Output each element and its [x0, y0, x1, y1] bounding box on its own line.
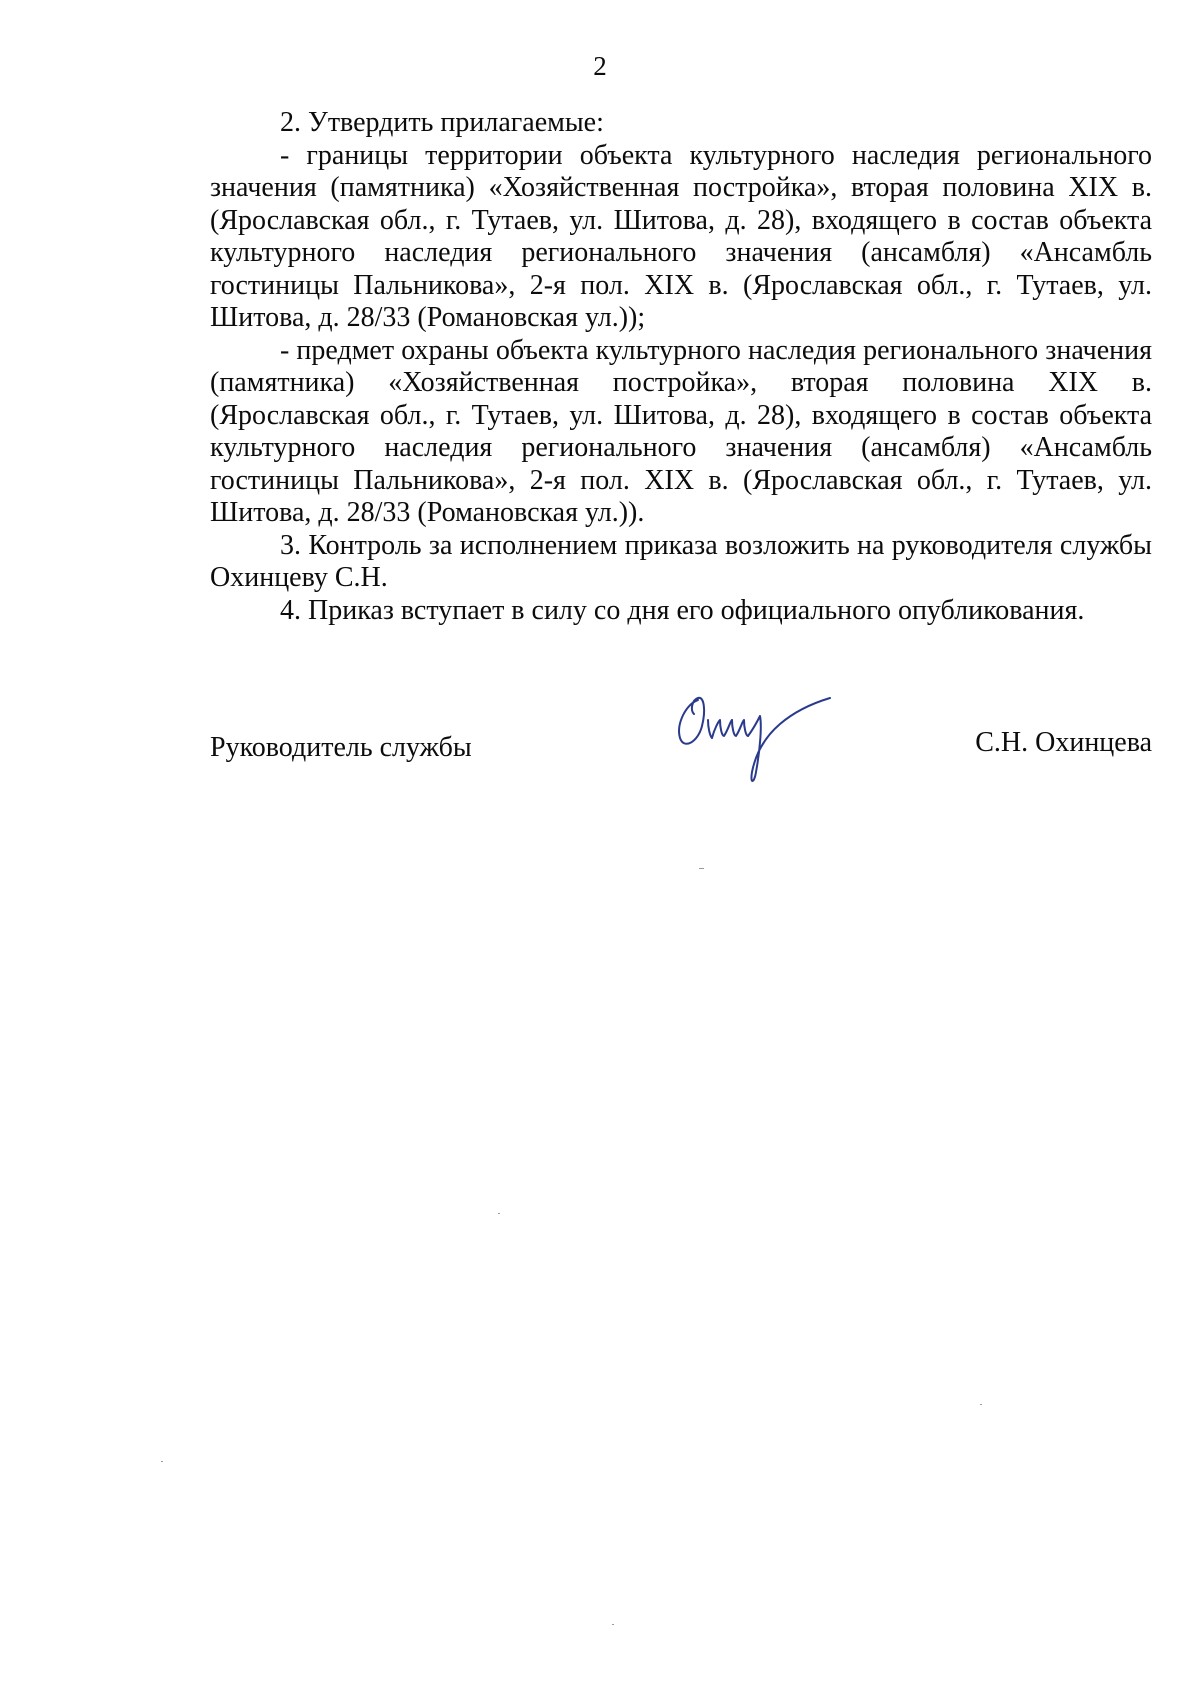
paragraph-effective-date: 4. Приказ вступает в силу со дня его официального опубликования.: [280, 594, 1085, 626]
paragraph-territory-boundaries: - границы территории объекта культурного наследия регионального значения (памятника) «Хозяйственная постройка», вторая половина XIX в. (Ярославская обл., г. Тутаев, ул. Шитова, д. 28), входящего в состав объекта культурного наследия регионального значения (ансамбля) «Ансамбль гостиницы Пальникова», 2-я пол. XIX в. (Ярославская обл., г. Тутаев, ул. Шитова, д. 28/33 (Романовская ул.));: [210, 139, 1152, 333]
scan-speck: [612, 1624, 614, 1625]
scan-speck: [699, 868, 704, 869]
paragraph-protection-subject: - предмет охраны объекта культурного наследия регионального значения (памятника) «Хозяйственная постройка», вторая половина XIX в. (Ярославская обл., г. Тутаев, ул. Шитова, д. 28), входящего в состав объекта культурного наследия регионального значения (ансамбля) «Ансамбль гостиницы Пальникова», 2-я пол. XIX в. (Ярославская обл., г. Тутаев, ул. Шитова, д. 28/33 (Романовская ул.)).: [210, 334, 1152, 528]
page-number: 2: [593, 51, 607, 81]
scan-speck: [980, 1404, 982, 1405]
signature-strokes: [679, 698, 830, 781]
signatory-name: С.Н. Охинцева: [975, 727, 1152, 758]
scan-speck: [498, 1213, 500, 1214]
paragraph-approve: 2. Утвердить прилагаемые:: [280, 107, 604, 138]
handwritten-signature: [670, 680, 840, 795]
paragraph-control: 3. Контроль за исполнением приказа возложить на руководителя службы Охинцеву С.Н.: [210, 529, 1152, 593]
order-text: [210, 107, 1152, 627]
scan-speck: [161, 1461, 163, 1462]
signatory-position: Руководитель службы: [210, 732, 472, 763]
